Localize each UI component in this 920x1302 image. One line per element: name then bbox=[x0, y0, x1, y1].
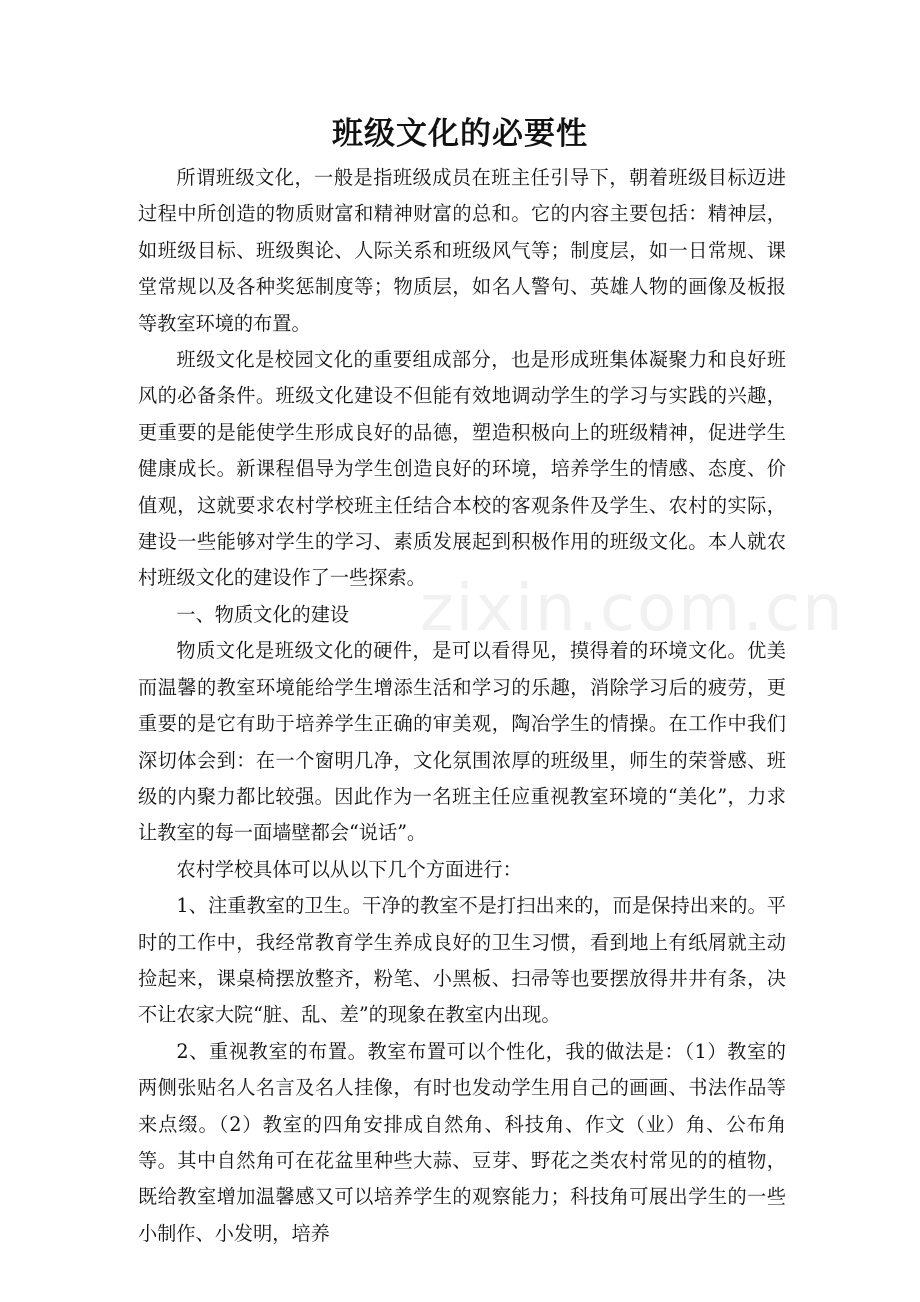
paragraph-hygiene: 1、注重教室的卫生。干净的教室不是打扫出来的，而是保持出来的。平时的工作中，我经常教育学生养成良好的卫生习惯，看到地上有纸屑就主动捡起来，课桌椅摆放整齐，粉笔、小黑板、扫帚等也要摆放得井井有条，决不让农家大院“脏、乱、差”的现象在教室内出现。 bbox=[138, 894, 786, 1027]
document-body bbox=[138, 160, 786, 1252]
paragraph-definition: 所谓班级文化，一般是指班级成员在班主任引导下，朝着班级目标迈进过程中所创造的物质财富和精神财富的总和。它的内容主要包括：精神层，如班级目标、班级舆论、人际关系和班级风气等；制度层，如一日常规、课堂常规以及各种奖惩制度等；物质层，如名人警句、英雄人物的画像及板报等教室环境的布置。 bbox=[138, 166, 786, 335]
paragraph-importance: 班级文化是校园文化的重要组成部分，也是形成班集体凝聚力和良好班风的必备条件。班级文化建设不但能有效地调动学生的学习与实践的兴趣，更重要的是能使学生形成良好的品德，塑造积极向上的班级精神，促进学生健康成长。新课程倡导为学生创造良好的环境，培养学生的情感、态度、价值观，这就要求农村学校班主任结合本校的客观条件及学生、农村的实际，建设一些能够对学生的学习、素质发展起到积极作用的班级文化。本人就农村班级文化的建设作了一些探索。 bbox=[138, 348, 786, 590]
paragraph-rural-intro: 农村学校具体可以从以下几个方面进行： bbox=[176, 857, 522, 881]
paragraph-classroom-layout: 2、重视教室的布置。教室布置可以个性化，我的做法是：（1）教室的两侧张贴名人名言及名人挂像，有时也发动学生用自己的画画、书法作品等来点缀。（2）教室的四角安排成自然角、科技角、作文（业）角、公布角等。其中自然角可在花盆里种些大蒜、豆芽、野花之类农村常见的的植物，既给教室增加温馨感又可以培养学生的观察能力；科技角可展出学生的一些小制作、小发明，培养 bbox=[138, 1039, 786, 1245]
section-heading-material-culture: 一、物质文化的建设 bbox=[176, 602, 350, 626]
watermark: zixin.com.cn bbox=[420, 572, 845, 646]
paragraph-material-culture: 物质文化是班级文化的硬件，是可以看得见，摸得着的环境文化。优美而温馨的教室环境能给学生增添生活和学习的乐趣，消除学习后的疲劳，更重要的是它有助于培养学生正确的审美观，陶冶学生的情操。在工作中我们深切体会到：在一个窗明几净，文化氛围浓厚的班级里，师生的荣誉感、班级的内聚力都比较强。因此作为一名班主任应重视教室环境的“美化”，力求让教室的每一面墙壁都会“说话”。 bbox=[138, 639, 786, 845]
document-title: 班级文化的必要性 bbox=[332, 116, 588, 152]
